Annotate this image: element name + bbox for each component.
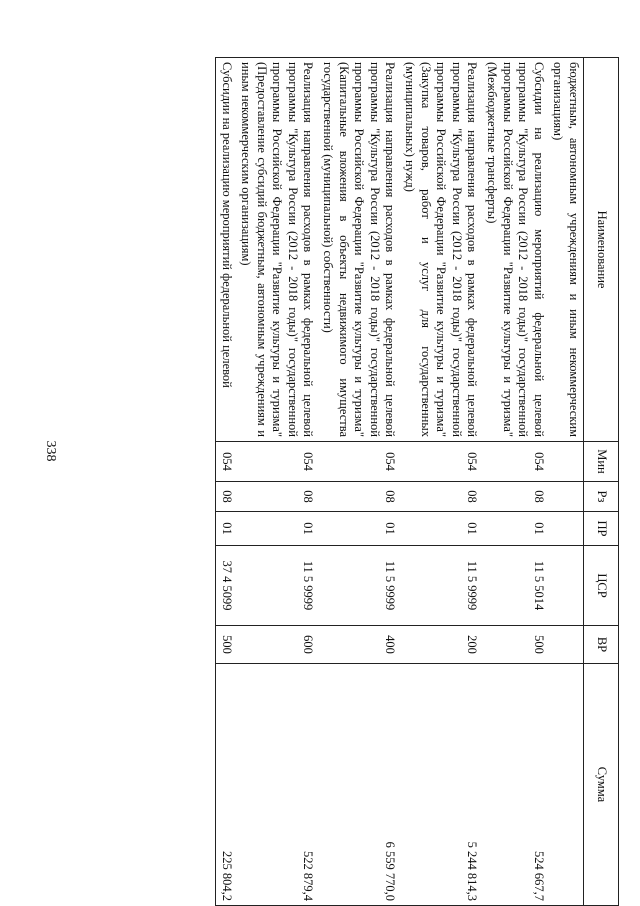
row-pr: 01 — [236, 512, 318, 546]
row-min: 054 — [399, 442, 481, 482]
row-rz: 08 — [481, 482, 547, 512]
header-sum: Сумма — [584, 664, 619, 906]
table-header-row — [584, 58, 619, 906]
table-row — [318, 58, 400, 906]
rotated-page-content — [69, 57, 619, 905]
row-rz — [548, 482, 584, 512]
row-pr — [548, 512, 584, 546]
header-pr: ПР — [584, 512, 619, 546]
row-rz: 08 — [236, 482, 318, 512]
row-min: 054 — [236, 442, 318, 482]
row-min — [548, 442, 584, 482]
row-csr: 11 5 5014 — [481, 546, 547, 626]
budget-table — [215, 57, 619, 906]
row-name: Субсидии на реализацию мероприятий федеральной целевой — [215, 58, 235, 442]
row-csr: 11 5 9999 — [318, 546, 400, 626]
row-min: 054 — [215, 442, 235, 482]
row-csr — [548, 546, 584, 626]
row-vr: 400 — [318, 626, 400, 664]
row-sum: 225 804,2 — [215, 664, 235, 906]
row-vr: 600 — [236, 626, 318, 664]
row-name: Реализация направления расходов в рамках федеральной целевой программы "Культура России (2012 - 2018 годы)" государственной программы Российской Федерации "Развитие культуры и туризма" (Предоставление субсидий бюджетным, автономным учреждениям и иным некоммерческим организациям) — [236, 58, 318, 442]
row-rz: 08 — [318, 482, 400, 512]
row-rz: 08 — [399, 482, 481, 512]
header-rz: Рз — [584, 482, 619, 512]
table-row — [481, 58, 547, 906]
row-vr: 200 — [399, 626, 481, 664]
row-pr: 01 — [399, 512, 481, 546]
row-sum — [548, 664, 584, 906]
row-csr: 11 5 9999 — [399, 546, 481, 626]
table-row — [215, 58, 235, 906]
row-csr: 11 5 9999 — [236, 546, 318, 626]
row-sum: 524 667,7 — [481, 664, 547, 906]
header-csr: ЦСР — [584, 546, 619, 626]
row-name: Субсидии на реализацию мероприятий федеральной целевой программы "Культура России (2012 - 2018 годы)" государственной программы Российской Федерации "Развитие культуры и туризма" (Межбюджетные трансферты) — [481, 58, 547, 442]
row-min: 054 — [318, 442, 400, 482]
header-min: Мин — [584, 442, 619, 482]
row-csr: 37 4 5099 — [215, 546, 235, 626]
row-pr: 01 — [481, 512, 547, 546]
row-vr: 500 — [215, 626, 235, 664]
row-pr: 01 — [215, 512, 235, 546]
header-name: Наименование — [584, 58, 619, 442]
header-vr: ВР — [584, 626, 619, 664]
row-sum: 5 244 814,3 — [399, 664, 481, 906]
row-name: бюджетным, автономным учреждениям и иным некоммерческим организациям) — [548, 58, 584, 442]
row-sum: 522 879,4 — [236, 664, 318, 906]
row-min: 054 — [481, 442, 547, 482]
row-vr — [548, 626, 584, 664]
row-vr: 500 — [481, 626, 547, 664]
row-name: Реализация направления расходов в рамках федеральной целевой программы "Культура России (2012 - 2018 годы)" государственной программы Российской Федерации "Развитие культуры и туризма" (Капитальные вложения в объекты недвижимого имущества государственной (муниципальной) собственности) — [318, 58, 400, 442]
page-number: 338 — [43, 440, 58, 462]
table-row — [236, 58, 318, 906]
row-sum: 6 559 770,0 — [318, 664, 400, 906]
table-row — [399, 58, 481, 906]
row-pr: 01 — [318, 512, 400, 546]
row-name: Реализация направления расходов в рамках федеральной целевой программы "Культура России (2012 - 2018 годы)" государственной программы Российской Федерации "Развитие культуры и туризма" (Закупка товаров, работ и услуг для государственных (муниципальных) нужд) — [399, 58, 481, 442]
table-row — [548, 58, 584, 906]
row-rz: 08 — [215, 482, 235, 512]
